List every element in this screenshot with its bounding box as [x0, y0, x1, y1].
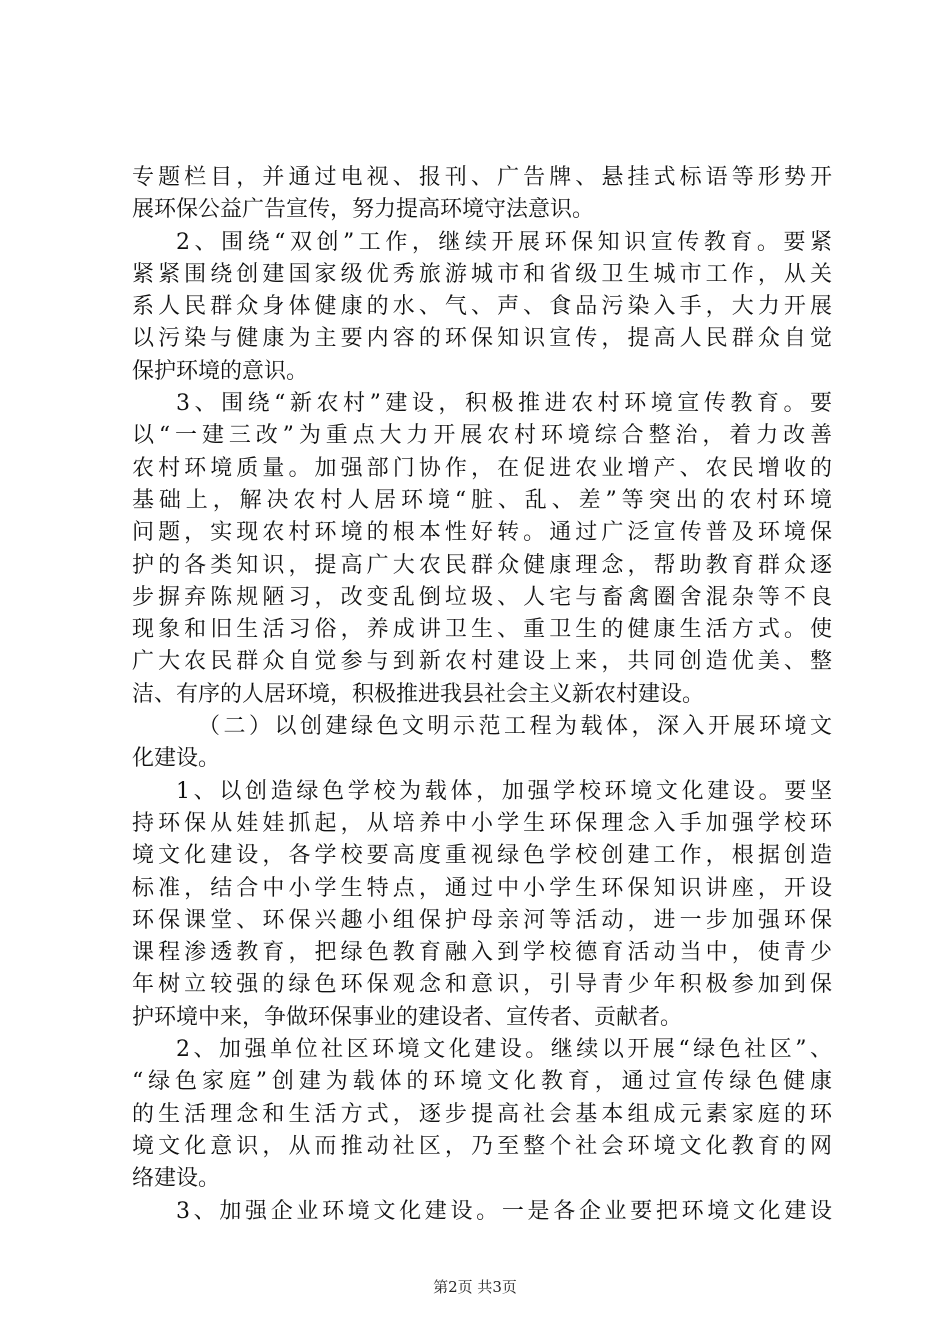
- text-line: 系人民群众身体健康的水、气、声、食品污染入手，大力开展: [132, 294, 832, 320]
- text-line: 年树立较强的绿色环保观念和意识，引导青少年积极参加到保: [132, 972, 832, 998]
- text-line: 步摒弃陈规陋习，改变乱倒垃圾、人宅与畜禽圈舍混杂等不良: [132, 584, 832, 610]
- text-line: 以污染与健康为主要内容的环保知识宣传，提高人民群众自觉: [132, 326, 832, 352]
- text-line: 3、加强企业环境文化建设。一是各企业要把环境文化建设: [176, 1198, 832, 1224]
- text-line: 的生活理念和生活方式，逐步提高社会基本组成元素家庭的环: [132, 1101, 832, 1127]
- text-line: 洁、有序的人居环境，积极推进我县社会主义新农村建设。: [132, 681, 705, 707]
- text-line: 问题，实现农村环境的根本性好转。通过广泛宣传普及环境保: [132, 520, 832, 546]
- text-line: 境文化意识，从而推动社区，乃至整个社会环境文化教育的网: [132, 1133, 832, 1159]
- text-line: 护的各类知识，提高广大农民群众健康理念，帮助教育群众逐: [132, 552, 832, 578]
- text-line: 专题栏目，并通过电视、报刊、广告牌、悬挂式标语等形势开: [132, 165, 832, 190]
- document-body: [132, 162, 832, 1228]
- text-line: 持环保从娃娃抓起，从培养中小学生环保理念入手加强学校环: [132, 810, 832, 836]
- text-line: 现象和旧生活习俗，养成讲卫生、重卫生的健康生活方式。使: [132, 617, 832, 643]
- text-line: 广大农民群众自觉参与到新农村建设上来，共同创造优美、整: [132, 649, 832, 675]
- text-line: 基础上，解决农村人居环境“脏、乱、差”等突出的农村环境: [132, 487, 832, 513]
- text-line: 课程渗透教育，把绿色教育融入到学校德育活动当中，使青少: [132, 940, 832, 966]
- text-line: 护环境中来，争做环保事业的建设者、宣传者、贡献者。: [132, 1004, 683, 1030]
- text-line: 以“一建三改”为重点大力开展农村环境综合整治，着力改善: [132, 423, 832, 449]
- text-line: 标准，结合中小学生特点，通过中小学生环保知识讲座，开设: [132, 875, 832, 901]
- text-line: 展环保公益广告宣传，努力提高环境守法意识。: [132, 197, 595, 223]
- text-line: 1、以创造绿色学校为载体，加强学校环境文化建设。要坚: [176, 778, 832, 804]
- text-line: “绿色家庭”创建为载体的环境文化教育，通过宣传绿色健康: [132, 1069, 832, 1095]
- text-line: 境文化建设，各学校要高度重视绿色学校创建工作，根据创造: [132, 843, 832, 869]
- text-line: 络建设。: [132, 1166, 221, 1192]
- text-line: 化建设。: [132, 746, 221, 772]
- text-line: 环保课堂、环保兴趣小组保护母亲河等活动，进一步加强环保: [132, 907, 832, 933]
- text-line: 保护环境的意识。: [132, 358, 309, 384]
- text-line: 3、围绕“新农村”建设，积极推进农村环境宣传教育。要: [176, 391, 832, 417]
- text-line: 2、加强单位社区环境文化建设。继续以开展“绿色社区”、: [176, 1037, 832, 1063]
- text-line: 农村环境质量。加强部门协作，在促进农业增产、农民增收的: [132, 455, 832, 481]
- text-line: 2、围绕“双创”工作，继续开展环保知识宣传教育。要紧: [176, 229, 832, 255]
- text-line: 紧紧围绕创建国家级优秀旅游城市和省级卫生城市工作，从关: [132, 261, 832, 287]
- text-line: （二）以创建绿色文明示范工程为载体，深入开展环境文: [198, 714, 832, 740]
- page-footer: 第2页 共3页: [433, 1278, 517, 1296]
